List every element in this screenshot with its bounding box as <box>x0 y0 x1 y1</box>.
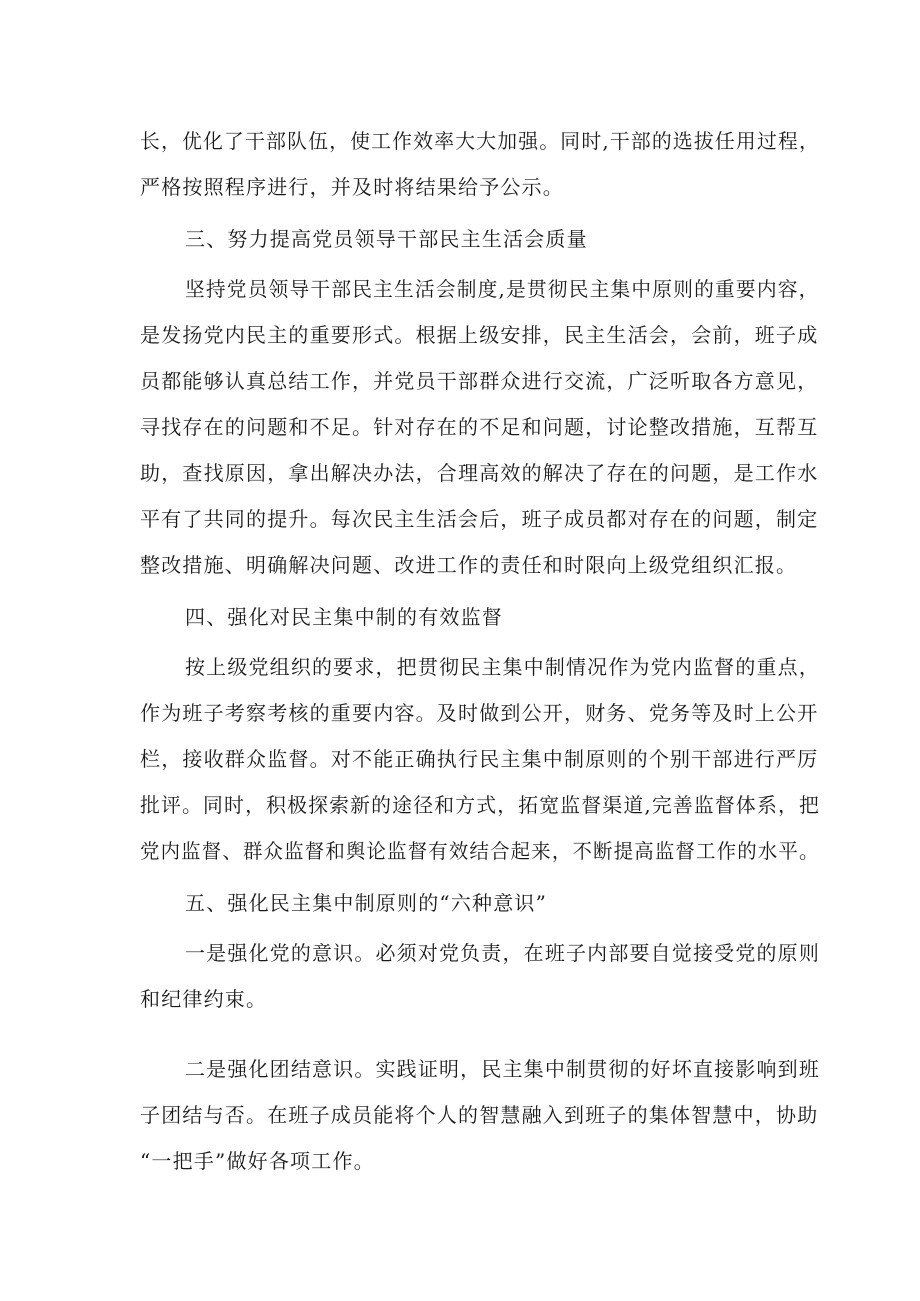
text-line: 按上级党组织的要求，把贯彻民主集中制情况作为党内监督的重点， <box>185 655 820 679</box>
text-line: 寻找存在的问题和不足。针对存在的不足和问题，讨论整改措施，互帮互 <box>140 415 819 439</box>
text-line: 栏，接收群众监督。对不能正确执行民主集中制原则的个别干部进行严厉 <box>140 747 819 771</box>
text-line: 一是强化党的意识。必须对党负责，在班子内部要自觉接受党的原则 <box>185 941 820 965</box>
text-line: 党内监督、群众监督和舆论监督有效结合起来，不断提高监督工作的水平。 <box>140 839 820 863</box>
text-line: 助，查找原因，拿出解决办法，合理高效的解决了存在的问题，是工作水 <box>140 461 819 485</box>
text-line: 子团结与否。在班子成员能将个人的智慧融入到班子的集体智慧中，协助 <box>140 1103 819 1127</box>
text-line: 平有了共同的提升。每次民主生活会后，班子成员都对存在的问题，制定 <box>140 507 819 531</box>
section-heading-3: 三、努力提高党员领导干部民主生活会质量 <box>185 227 588 251</box>
text-line: 长，优化了干部队伍，使工作效率大大加强。同时,干部的选拔任用过程， <box>140 129 821 153</box>
text-line: 员都能够认真总结工作，并党员干部群众进行交流，广泛听取各方意见， <box>140 369 819 393</box>
section-heading-5: 五、强化民主集中制原则的“六种意识” <box>185 891 548 915</box>
text-line: 严格按照程序进行，并及时将结果给予公示。 <box>140 175 564 199</box>
text-line: 和纪律约束。 <box>140 987 268 1011</box>
text-line: 是发扬党内民主的重要形式。根据上级安排，民主生活会，会前，班子成 <box>140 323 819 347</box>
text-line: 整改措施、明确解决问题、改进工作的责任和时限向上级党组织汇报。 <box>140 553 798 577</box>
text-line: 批评。同时，积极探索新的途径和方式，拓宽监督渠道,完善监督体系，把 <box>140 793 821 817</box>
text-line: 作为班子考察考核的重要内容。及时做到公开，财务、党务等及时上公开 <box>140 701 819 725</box>
section-heading-4: 四、强化对民主集中制的有效监督 <box>185 605 503 629</box>
text-line: “一把手”做好各项工作。 <box>140 1149 375 1173</box>
text-line: 坚持党员领导干部民主生活会制度,是贯彻民主集中原则的重要内容， <box>185 277 820 301</box>
text-line: 二是强化团结意识。实践证明，民主集中制贯彻的好坏直接影响到班 <box>185 1057 820 1081</box>
